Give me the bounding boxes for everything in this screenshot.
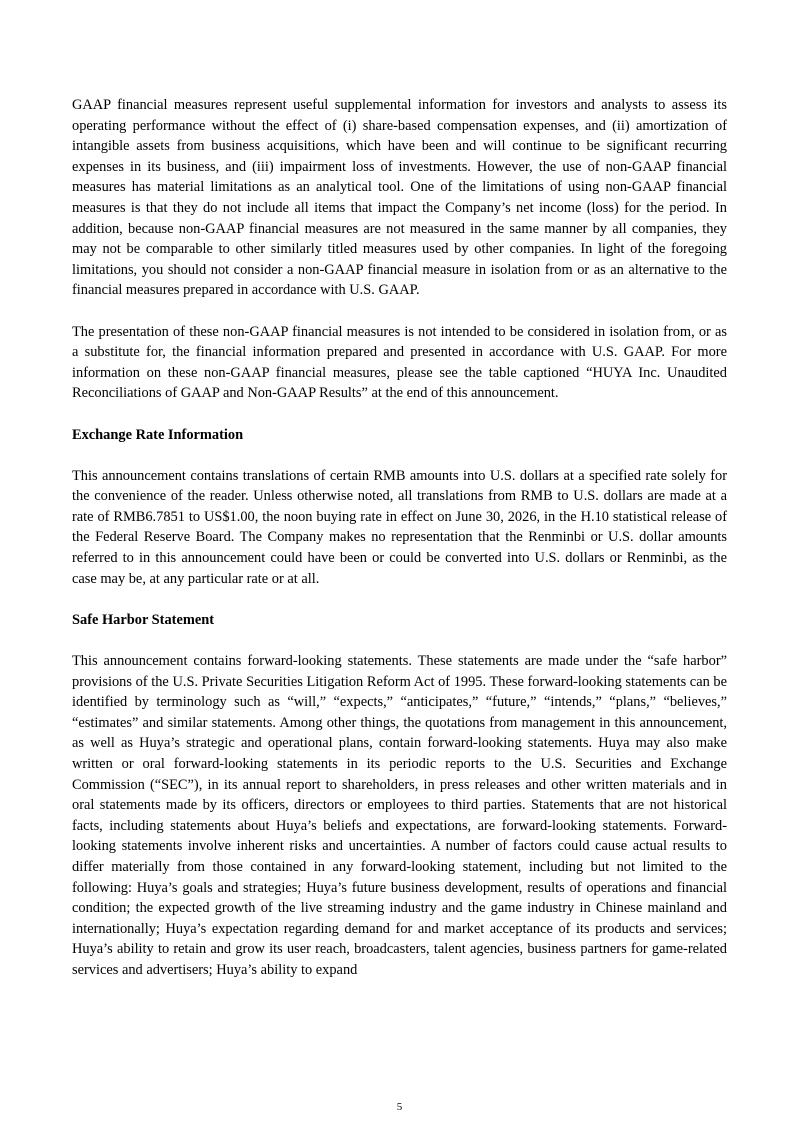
paragraph-spacer xyxy=(72,589,727,610)
non-gaap-presentation-paragraph: The presentation of these non-GAAP financial measures is not intended to be considered in isolation from, or as a substitute for, the financial information prepared and presented in accordance with U.S. GAAP. For more information on these non-GAAP financial measures, please see the table captioned “HUYA Inc. Unaudited Reconciliations of GAAP and Non-GAAP Results” at the end of this announcement. xyxy=(72,323,727,402)
paragraph-spacer xyxy=(72,445,727,466)
safe-harbor-paragraph: This announcement contains forward-looking statements. These statements are made under the “safe harbor” provisions of the U.S. Private Securities Litigation Reform Act of 1995. These forward-looking statements can be identified by terminology such as “will,” “expects,” “anticipates,” “future,” “intends,” “plans,” “believes,” “estimates” and similar statements. Among other things, the quotations from management in this announcement, as well as Huya’s strategic and operational plans, contain forward-looking statements. Huya may also make written or oral forward-looking statements in its periodic reports to the U.S. Securities and Exchange Commission (“SEC”), in its annual report to shareholders, in press releases and other written materials and in oral statements made by its officers, directors or employees to third parties. Statements that are not historical facts, including statements about Huya’s beliefs and expectations, are forward-looking statements. Forward-looking statements involve inherent risks and uncertainties. A number of factors could cause actual results to differ materially from those contained in any forward-looking statement, including but not limited to the following: Huya’s goals and strategies; Huya’s future business development, results of operations and financial condition; the expected growth of the live streaming industry and the game industry in Chinese mainland and internationally; Huya’s expectation regarding demand for and market acceptance of its products and services; Huya’s ability to retain and grow its user reach, broadcasters, talent agencies, business partners for game-related services and advertisers; Huya’s ability to expand xyxy=(72,653,727,978)
paragraph-spacer xyxy=(72,404,727,425)
page-body xyxy=(72,95,727,981)
paragraph-spacer xyxy=(72,301,727,322)
non-gaap-usefulness-paragraph: GAAP financial measures represent useful supplemental information for investors and analysts to assess its operating performance without the effect of (i) share-based compensation expenses, and (ii) amortization of intangible assets from business acquisitions, which have been and will continue to be significant recurring expenses in its business, and (iii) impairment loss of investments. However, the use of non-GAAP financial measures has material limitations as an analytical tool. One of the limitations of using non-GAAP financial measures is that they do not include all items that impact the Company’s net income (loss) for the period. In addition, because non-GAAP financial measures are not measured in the same manner by all companies, they may not be comparable to other similarly titled measures used by other companies. In light of the foregoing limitations, you should not consider a non-GAAP financial measure in isolation from or as an alternative to the financial measures prepared in accordance with U.S. GAAP. xyxy=(72,97,727,299)
safe-harbor-heading: Safe Harbor Statement xyxy=(72,611,215,628)
page-number: 5 xyxy=(396,1101,403,1113)
exchange-rate-paragraph: This announcement contains translations of certain RMB amounts into U.S. dollars at a specified rate solely for the convenience of the reader. Unless otherwise noted, all translations from RMB to U.S. dollars are made at a rate of RMB6.7851 to US$1.00, the noon buying rate in effect on June 30, 2026, in the H.10 statistical release of the Federal Reserve Board. The Company makes no representation that the Renminbi or U.S. dollar amounts referred to in this announcement could have been or could be converted into U.S. dollars or Renminbi, as the case may be, at any particular rate or at all. xyxy=(72,467,727,587)
exchange-rate-heading: Exchange Rate Information xyxy=(72,426,244,443)
paragraph-spacer xyxy=(72,630,727,651)
